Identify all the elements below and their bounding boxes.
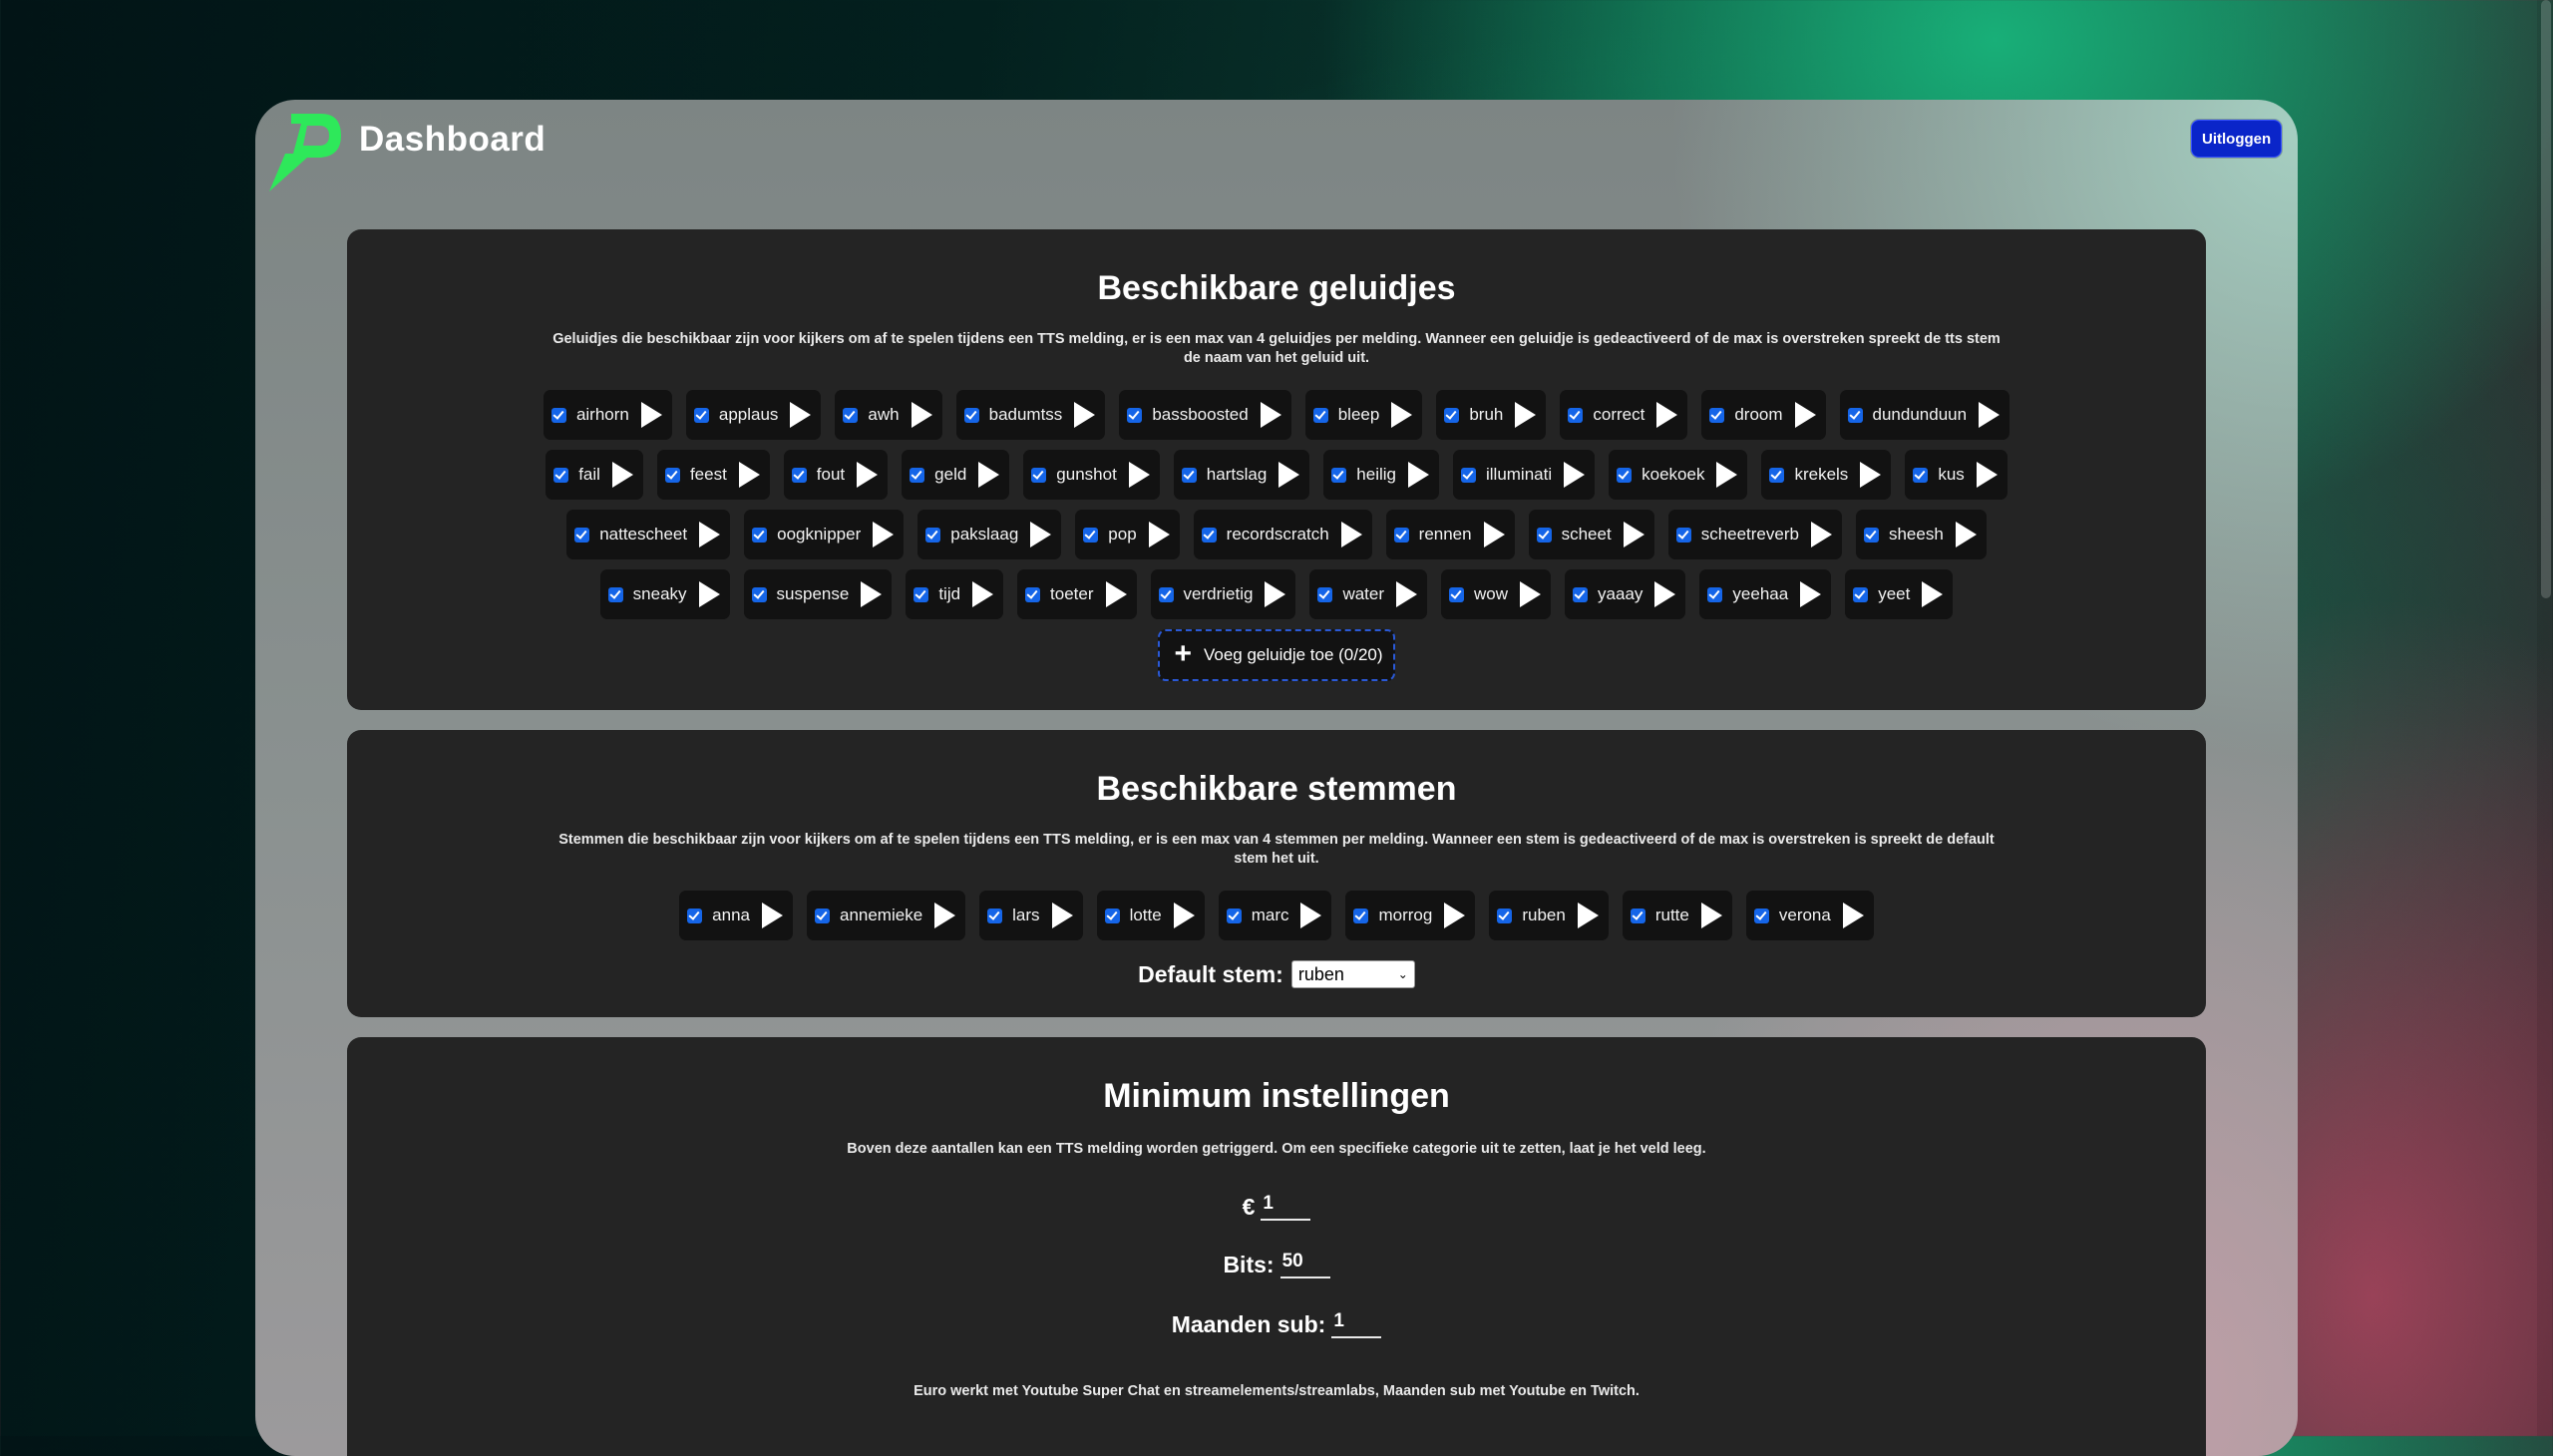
logout-button[interactable]: Uitloggen [2191, 120, 2282, 158]
enable-checkbox[interactable] [1848, 408, 1863, 423]
minimum-note: Euro werkt met Youtube Super Chat en streamelements/streamlabs, Maanden sub met Youtube en Twitch. [913, 1383, 1640, 1399]
enable-checkbox[interactable] [1353, 909, 1368, 923]
enable-checkbox[interactable] [553, 468, 568, 483]
list-item [1174, 450, 1309, 500]
sound-row [347, 510, 2206, 559]
list-item [784, 450, 888, 500]
enable-checkbox[interactable] [1444, 408, 1459, 423]
play-icon[interactable] [857, 462, 878, 488]
scrollbar-thumb[interactable] [2541, 0, 2551, 598]
default-voice-label: Default stem: [1138, 960, 1283, 987]
play-icon[interactable] [612, 462, 633, 488]
play-icon[interactable] [699, 522, 720, 547]
enable-checkbox[interactable] [1182, 468, 1197, 483]
item-label: sheesh [1888, 525, 1944, 544]
play-icon[interactable] [790, 402, 811, 428]
voices-description: Stemmen die beschikbaar zijn voor kijkers om af te spelen tijdens een TTS melding, er is een max van 4 stemmen per melding. Wanneer een stem is gedeactiveerd of de max is overstreken is spreekt de default stem het uit. [558, 832, 1995, 867]
item-label: heilig [1356, 465, 1396, 484]
enable-checkbox[interactable] [1313, 408, 1328, 423]
enable-checkbox[interactable] [1202, 528, 1217, 543]
list-item [1623, 891, 1732, 940]
list-item [1668, 510, 1842, 559]
play-icon[interactable] [1261, 402, 1281, 428]
dashboard-panel [255, 100, 2298, 1456]
play-icon[interactable] [972, 581, 993, 607]
play-icon[interactable] [1129, 462, 1150, 488]
item-label: bleep [1337, 405, 1380, 424]
item-label: bassboosted [1152, 405, 1249, 424]
list-item [657, 450, 770, 500]
enable-checkbox[interactable] [1568, 408, 1583, 423]
play-icon[interactable] [1408, 462, 1429, 488]
play-icon[interactable] [1484, 522, 1505, 547]
item-label: scheet [1561, 525, 1612, 544]
minimum-card [347, 1037, 2206, 1456]
add-sound-label: Voeg geluidje toe (0/20) [1203, 645, 1383, 664]
list-item [1905, 450, 2006, 500]
play-icon[interactable] [1300, 903, 1321, 928]
list-item [1761, 450, 1891, 500]
list-item [679, 891, 793, 940]
list-item [600, 569, 730, 619]
list-item [1386, 510, 1515, 559]
item-label: water [1342, 584, 1385, 603]
enable-checkbox[interactable] [752, 587, 767, 602]
bits-label: Bits: [1223, 1252, 1275, 1277]
enable-checkbox[interactable] [1754, 909, 1769, 923]
list-item [1746, 891, 1874, 940]
item-label: scheetreverb [1700, 525, 1799, 544]
voice-row [347, 891, 2206, 940]
list-item [1151, 569, 1296, 619]
list-item [1699, 569, 1831, 619]
enable-checkbox[interactable] [752, 528, 767, 543]
play-icon[interactable] [978, 462, 999, 488]
header [255, 100, 2298, 229]
play-icon[interactable] [1716, 462, 1737, 488]
sound-row [347, 390, 2206, 440]
item-label: marc [1251, 906, 1289, 924]
item-label: fout [816, 465, 846, 484]
item-label: bruh [1469, 405, 1504, 424]
list-item [1017, 569, 1136, 619]
enable-checkbox[interactable] [815, 909, 830, 923]
enable-checkbox[interactable] [1631, 909, 1645, 923]
play-icon[interactable] [1265, 581, 1285, 607]
list-item [1023, 450, 1160, 500]
list-item [1119, 390, 1290, 440]
enable-checkbox[interactable] [1105, 909, 1120, 923]
item-label: dundunduun [1872, 405, 1968, 424]
item-label: verona [1778, 906, 1831, 924]
item-label: recordscratch [1226, 525, 1329, 544]
item-label: pakslaag [950, 525, 1019, 544]
play-icon[interactable] [1052, 903, 1073, 928]
voices-card [347, 730, 2206, 1017]
item-label: airhorn [575, 405, 629, 424]
plus-icon: + [1174, 636, 1192, 670]
enable-checkbox[interactable] [608, 587, 623, 602]
months-label: Maanden sub: [1171, 1311, 1326, 1337]
item-label: koekoek [1641, 465, 1705, 484]
list-item [1436, 390, 1546, 440]
enable-checkbox[interactable] [1573, 587, 1588, 602]
enable-checkbox[interactable] [913, 587, 928, 602]
voice-list [347, 891, 2206, 940]
list-item [1219, 891, 1332, 940]
sound-list [347, 390, 2206, 619]
list-item [1305, 390, 1423, 440]
item-label: lotte [1129, 906, 1162, 924]
enable-checkbox[interactable] [1537, 528, 1552, 543]
item-label: yaaay [1598, 584, 1643, 603]
play-icon[interactable] [1979, 402, 2000, 428]
enable-checkbox[interactable] [1707, 587, 1722, 602]
enable-checkbox[interactable] [987, 909, 1002, 923]
list-item [744, 510, 904, 559]
play-icon[interactable] [1030, 522, 1051, 547]
default-voice-value: ruben [1297, 963, 1344, 984]
enable-checkbox[interactable] [1709, 408, 1724, 423]
months-input[interactable]: 1 [1331, 1308, 1381, 1338]
enable-checkbox[interactable] [694, 408, 709, 423]
play-icon[interactable] [1656, 402, 1677, 428]
play-icon[interactable] [1391, 402, 1412, 428]
play-icon[interactable] [1106, 581, 1127, 607]
play-icon[interactable] [1520, 581, 1541, 607]
enable-checkbox[interactable] [1317, 587, 1332, 602]
list-item [979, 891, 1082, 940]
item-label: feest [689, 465, 727, 484]
list-item [835, 390, 941, 440]
item-label: droom [1734, 405, 1783, 424]
list-item [917, 510, 1061, 559]
enable-checkbox[interactable] [1853, 587, 1868, 602]
play-icon[interactable] [934, 903, 955, 928]
item-label: wow [1474, 584, 1509, 603]
play-icon[interactable] [1956, 522, 1977, 547]
item-label: badumtss [988, 405, 1063, 424]
logo-bolt-icon [263, 108, 343, 191]
months-row [347, 1298, 2206, 1338]
item-label: kus [1938, 465, 1965, 484]
enable-checkbox[interactable] [574, 528, 589, 543]
enable-checkbox[interactable] [1083, 528, 1098, 543]
play-icon[interactable] [1843, 903, 1864, 928]
list-item [566, 510, 730, 559]
enable-checkbox[interactable] [1449, 587, 1464, 602]
play-icon[interactable] [861, 581, 882, 607]
item-label: geld [934, 465, 967, 484]
enable-checkbox[interactable] [1864, 528, 1879, 543]
item-label: suspense [776, 584, 850, 603]
list-item [1453, 450, 1595, 500]
euro-row [347, 1181, 2206, 1221]
enable-checkbox[interactable] [1394, 528, 1409, 543]
sound-row [347, 569, 2206, 619]
list-item [1309, 569, 1427, 619]
play-icon[interactable] [1278, 462, 1299, 488]
item-label: rennen [1418, 525, 1472, 544]
enable-checkbox[interactable] [1031, 468, 1046, 483]
list-item [544, 390, 672, 440]
list-item [1845, 569, 1953, 619]
list-item [686, 390, 822, 440]
item-label: toeter [1050, 584, 1094, 603]
enable-checkbox[interactable] [1461, 468, 1476, 483]
chevron-down-icon: ⌄ [1397, 967, 1408, 981]
enable-checkbox[interactable] [1617, 468, 1632, 483]
play-icon[interactable] [1074, 402, 1095, 428]
list-item [1323, 450, 1439, 500]
enable-checkbox[interactable] [1769, 468, 1784, 483]
item-label: rutte [1654, 906, 1689, 924]
play-icon[interactable] [1624, 522, 1644, 547]
item-label: krekels [1794, 465, 1849, 484]
sounds-heading: Beschikbare geluidjes [1097, 269, 1456, 307]
item-label: awh [868, 405, 900, 424]
sounds-description: Geluidjes die beschikbaar zijn voor kijkers om af te spelen tijdens een TTS melding, er is een max van 4 geluidjes per melding. Wanneer een geluidje is gedeactiveerd of de max is overstreken spreekt de tts stem de naam van het geluid uit. [552, 331, 2001, 366]
list-item [1345, 891, 1475, 940]
enable-checkbox[interactable] [1676, 528, 1691, 543]
play-icon[interactable] [1811, 522, 1832, 547]
list-item [546, 450, 643, 500]
list-item [906, 569, 1003, 619]
bits-input[interactable]: 50 [1280, 1249, 1330, 1278]
enable-checkbox[interactable] [964, 408, 979, 423]
enable-checkbox[interactable] [1497, 909, 1512, 923]
minimum-description: Boven deze aantallen kan een TTS melding worden getriggerd. Om een specifieke categorie uit te zetten, laat je het veld leeg. [847, 1141, 1706, 1157]
enable-checkbox[interactable] [910, 468, 924, 483]
enable-checkbox[interactable] [687, 909, 702, 923]
euro-label: € [1242, 1194, 1256, 1220]
list-item [1097, 891, 1205, 940]
item-label: lars [1012, 906, 1040, 924]
enable-checkbox[interactable] [551, 408, 566, 423]
list-item [1840, 390, 2010, 440]
list-item [1565, 569, 1685, 619]
item-label: sneaky [632, 584, 687, 603]
list-item [902, 450, 1009, 500]
list-item [1609, 450, 1747, 500]
list-item [807, 891, 965, 940]
item-label: correct [1593, 405, 1645, 424]
play-icon[interactable] [762, 903, 783, 928]
enable-checkbox[interactable] [1127, 408, 1142, 423]
item-label: tijd [938, 584, 961, 603]
list-item [1441, 569, 1551, 619]
item-label: anna [712, 906, 750, 924]
play-icon[interactable] [1149, 522, 1170, 547]
play-icon[interactable] [1654, 581, 1675, 607]
minimum-heading: Minimum instellingen [1103, 1077, 1450, 1115]
item-label: hartslag [1206, 465, 1268, 484]
default-voice-select[interactable] [1291, 960, 1415, 988]
enable-checkbox[interactable] [792, 468, 807, 483]
play-icon[interactable] [699, 581, 720, 607]
play-icon[interactable] [1564, 462, 1585, 488]
item-label: morrog [1378, 906, 1433, 924]
list-item [1194, 510, 1372, 559]
play-icon[interactable] [912, 402, 932, 428]
list-item [1489, 891, 1608, 940]
item-label: pop [1108, 525, 1137, 544]
list-item [744, 569, 893, 619]
list-item [1529, 510, 1654, 559]
enable-checkbox[interactable] [925, 528, 940, 543]
enable-checkbox[interactable] [1227, 909, 1242, 923]
play-icon[interactable] [1701, 903, 1722, 928]
play-icon[interactable] [1977, 462, 1998, 488]
play-icon[interactable] [1800, 581, 1821, 607]
default-voice-row [347, 960, 2206, 988]
enable-checkbox[interactable] [1025, 587, 1040, 602]
play-icon[interactable] [1860, 462, 1881, 488]
list-item [1856, 510, 1987, 559]
voices-heading: Beschikbare stemmen [1096, 770, 1457, 808]
play-icon[interactable] [739, 462, 760, 488]
item-label: oogknipper [777, 525, 862, 544]
item-label: nattescheet [599, 525, 688, 544]
sound-row [347, 450, 2206, 500]
enable-checkbox[interactable] [1159, 587, 1174, 602]
add-sound-button[interactable] [1158, 629, 1394, 681]
page-title: Dashboard [359, 120, 547, 159]
item-label: yeet [1878, 584, 1911, 603]
item-label: fail [578, 465, 600, 484]
play-icon[interactable] [1795, 402, 1816, 428]
sounds-card [347, 229, 2206, 710]
item-label: illuminati [1485, 465, 1553, 484]
play-icon[interactable] [1396, 581, 1417, 607]
play-icon[interactable] [873, 522, 894, 547]
euro-input[interactable]: 1 [1261, 1191, 1310, 1221]
play-icon[interactable] [1341, 522, 1362, 547]
list-item [956, 390, 1106, 440]
play-icon[interactable] [1922, 581, 1943, 607]
enable-checkbox[interactable] [1913, 468, 1928, 483]
play-icon[interactable] [1174, 903, 1195, 928]
enable-checkbox[interactable] [665, 468, 680, 483]
play-icon[interactable] [641, 402, 662, 428]
bits-row [347, 1239, 2206, 1278]
page-scrollbar[interactable] [2537, 0, 2553, 1436]
enable-checkbox[interactable] [843, 408, 858, 423]
play-icon[interactable] [1515, 402, 1536, 428]
item-label: yeehaa [1732, 584, 1789, 603]
item-label: gunshot [1056, 465, 1117, 484]
item-label: verdrietig [1183, 584, 1254, 603]
list-item [1560, 390, 1687, 440]
play-icon[interactable] [1444, 903, 1465, 928]
list-item [1075, 510, 1179, 559]
item-label: ruben [1522, 906, 1566, 924]
play-icon[interactable] [1578, 903, 1599, 928]
enable-checkbox[interactable] [1331, 468, 1346, 483]
item-label: annemieke [839, 906, 923, 924]
list-item [1701, 390, 1825, 440]
item-label: applaus [718, 405, 779, 424]
